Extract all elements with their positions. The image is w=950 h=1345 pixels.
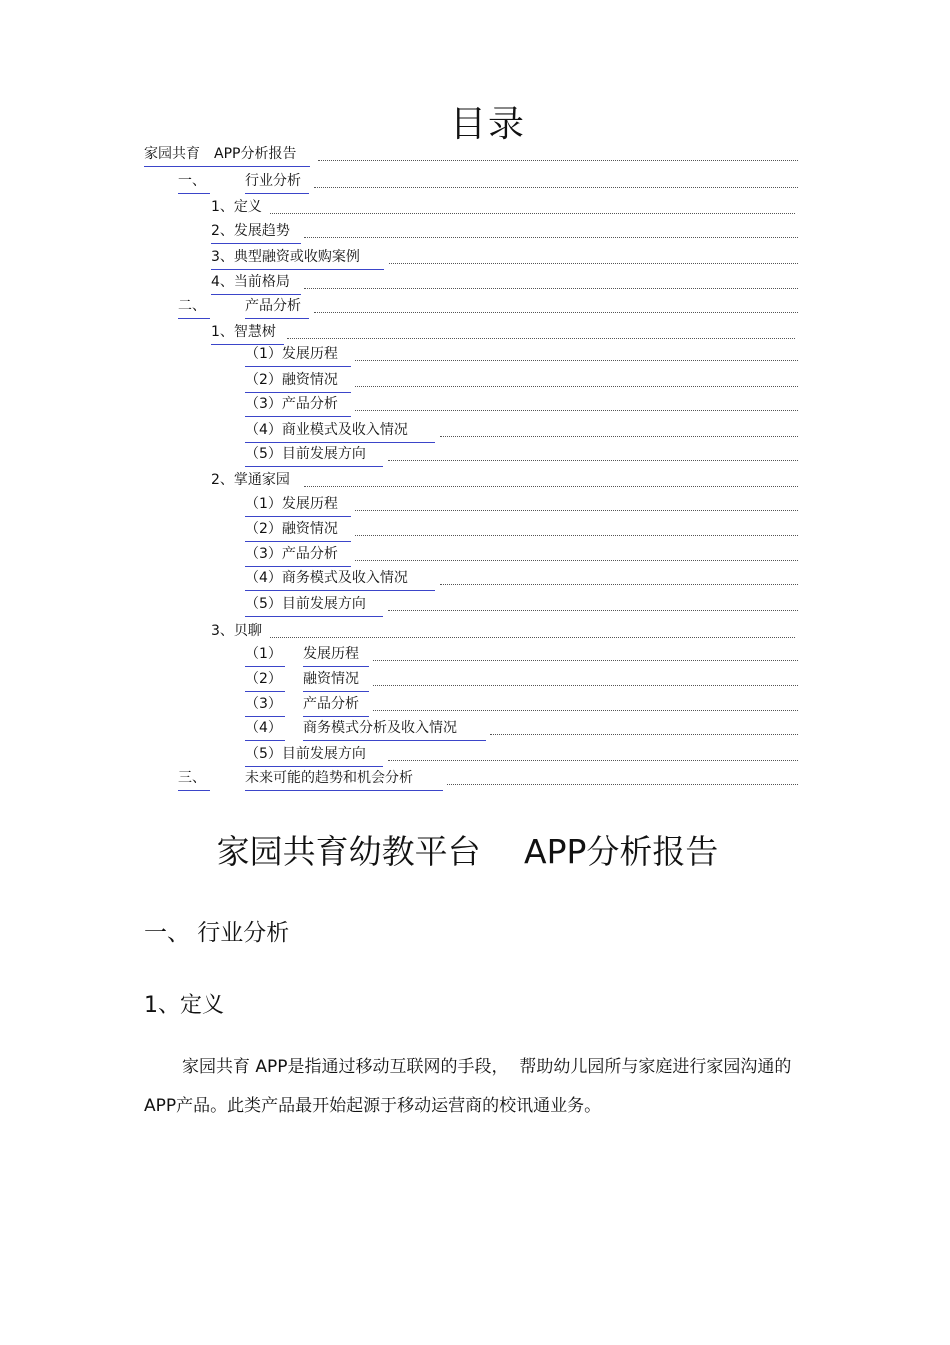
toc-link[interactable]: （4）商务模式及收入情况	[245, 567, 435, 591]
toc-leader-dots	[389, 251, 798, 264]
toc-link[interactable]: （2）融资情况	[245, 518, 351, 542]
toc-link[interactable]: （4）	[245, 717, 285, 741]
toc-link[interactable]: （2）	[245, 668, 285, 692]
toc-leader-dots	[388, 748, 798, 761]
toc-leader-dots	[355, 348, 798, 361]
toc-link[interactable]: 3、贝聊	[211, 623, 262, 639]
toc-leader-dots	[287, 326, 795, 339]
toc-link[interactable]: 3、典型融资或收购案例	[211, 246, 384, 270]
toc-leader-dots	[388, 448, 798, 461]
toc-link[interactable]: 商务模式分析及收入情况	[303, 717, 486, 741]
toc-leader-dots	[447, 772, 798, 785]
toc-leader-dots	[373, 673, 798, 686]
toc-link[interactable]: 发展历程	[303, 643, 369, 667]
toc-leader-dots	[355, 498, 798, 511]
toc-entry[interactable]	[0, 518, 950, 540]
toc-leader-dots	[373, 698, 798, 711]
toc-link[interactable]: 2、掌通家园	[211, 472, 290, 488]
toc-link[interactable]: （4）商业模式及收入情况	[245, 419, 435, 443]
toc-entry[interactable]	[0, 717, 950, 739]
toc-entry[interactable]	[0, 469, 950, 491]
toc-link[interactable]: 未来可能的趋势和机会分析	[245, 767, 443, 791]
toc-link[interactable]: （1）发展历程	[245, 493, 351, 517]
toc-entry[interactable]	[0, 246, 950, 268]
toc-leader-dots	[314, 175, 798, 188]
toc-leader-dots	[270, 625, 795, 638]
toc-entry[interactable]	[0, 196, 950, 218]
toc-link[interactable]: （1）	[245, 643, 285, 667]
toc-link[interactable]: 1、智慧树	[211, 321, 284, 345]
toc-leader-dots	[373, 648, 798, 661]
toc-entry[interactable]	[0, 567, 950, 589]
body-paragraph: 家园共育 APP是指通过移动互联网的手段， 帮助幼儿园所与家庭进行家园沟通的 APP产品。此类产品最开始起源于移动运营商的校讯通业务。	[144, 1057, 797, 1116]
toc-entry[interactable]	[0, 393, 950, 415]
toc-link[interactable]: 产品分析	[245, 295, 309, 319]
toc-link[interactable]: （5）目前发展方向	[245, 743, 383, 767]
toc-link[interactable]: 融资情况	[303, 668, 369, 692]
toc-link[interactable]: （3）产品分析	[245, 393, 351, 417]
toc-leader-dots	[440, 572, 798, 585]
toc-entry[interactable]	[0, 343, 950, 365]
toc-entry[interactable]	[0, 668, 950, 690]
toc-link[interactable]: （3）产品分析	[245, 543, 351, 567]
toc-leader-dots	[304, 225, 798, 238]
toc-entry[interactable]	[0, 220, 950, 242]
toc-entry[interactable]	[0, 170, 950, 192]
toc-entry[interactable]	[0, 493, 950, 515]
toc-link[interactable]: 三、	[178, 767, 210, 791]
toc-leader-dots	[318, 148, 798, 161]
toc-leader-dots	[355, 374, 798, 387]
toc-entry[interactable]	[0, 321, 950, 343]
toc-link[interactable]: （5）目前发展方向	[245, 443, 383, 467]
subsection-heading: 1、定义	[144, 993, 224, 1018]
toc-link[interactable]: 4、当前格局	[211, 271, 301, 295]
toc-leader-dots	[270, 201, 795, 214]
toc-link[interactable]: （3）	[245, 693, 285, 717]
toc-entry[interactable]	[0, 643, 950, 665]
toc-link[interactable]: 2、发展趋势	[211, 220, 301, 244]
toc-entry[interactable]	[0, 620, 950, 642]
toc-link[interactable]: （2）融资情况	[245, 369, 351, 393]
report-title: 家园共育幼教平台 APP分析报告	[216, 832, 719, 871]
toc-leader-dots	[304, 474, 798, 487]
toc-leader-dots	[304, 276, 798, 289]
toc-leader-dots	[388, 598, 798, 611]
toc-link[interactable]: 一、	[178, 170, 210, 194]
toc-link[interactable]: 1、定义	[211, 199, 262, 215]
toc-entry[interactable]	[0, 295, 950, 317]
toc-entry[interactable]	[0, 693, 950, 715]
toc-entry[interactable]	[0, 143, 950, 165]
toc-link[interactable]: 产品分析	[303, 693, 369, 717]
toc-link[interactable]: 二、	[178, 295, 210, 319]
toc-entry[interactable]	[0, 443, 950, 465]
toc-link[interactable]: 家园共育 APP分析报告	[144, 143, 310, 167]
toc-entry[interactable]	[0, 543, 950, 565]
toc-leader-dots	[314, 300, 798, 313]
toc-link[interactable]: （5）目前发展方向	[245, 593, 383, 617]
toc-entry[interactable]	[0, 767, 950, 789]
toc-entry[interactable]	[0, 743, 950, 765]
toc-leader-dots	[355, 398, 798, 411]
toc-entry[interactable]	[0, 593, 950, 615]
toc-leader-dots	[440, 424, 798, 437]
section-heading: 一、 行业分析	[144, 920, 290, 946]
toc-link[interactable]: （1）发展历程	[245, 343, 351, 367]
toc-entry[interactable]	[0, 419, 950, 441]
toc-leader-dots	[490, 722, 798, 735]
toc-leader-dots	[355, 548, 798, 561]
toc-title: 目录	[449, 104, 526, 145]
toc-entry[interactable]	[0, 271, 950, 293]
toc-link[interactable]: 行业分析	[245, 170, 309, 194]
toc-leader-dots	[355, 523, 798, 536]
toc-entry[interactable]	[0, 369, 950, 391]
